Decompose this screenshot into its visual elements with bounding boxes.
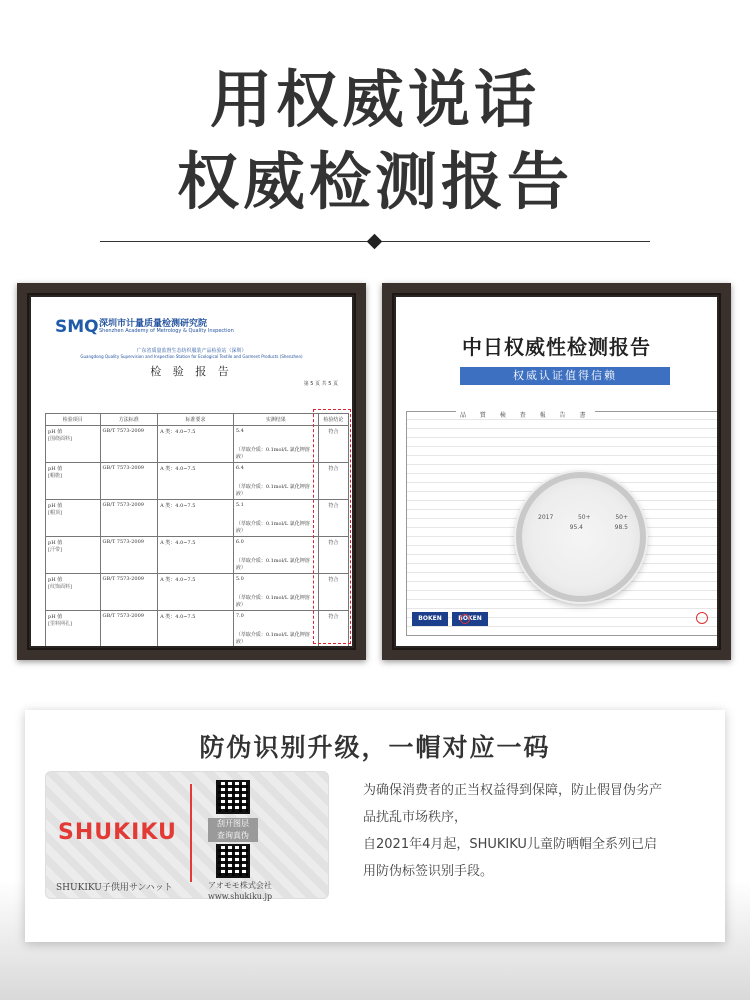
- smq-org-name: 深圳市计量质量检测研究院: [99, 319, 208, 329]
- scratch-panel: [208, 818, 258, 842]
- cell-item: [46, 537, 101, 574]
- conclusion-highlight-box: [313, 409, 351, 644]
- result-note: （萃取介质：0.1mol/L 氯化钾溶液）: [235, 632, 310, 645]
- inspection-table: [45, 413, 349, 646]
- cell-result: [233, 426, 318, 463]
- cell-conclusion: 符合: [318, 500, 348, 537]
- item-part: [帽檐]: [48, 473, 62, 479]
- left-report-paper: [31, 297, 352, 646]
- anti-counterfeit-description: [363, 777, 713, 885]
- label-separator: [190, 784, 192, 882]
- item-part: [纹饰面料]: [48, 584, 72, 590]
- cell-item: [46, 574, 101, 611]
- description-line: 为确保消费者的正当权益得到保障，防止假冒伪劣产: [363, 783, 663, 798]
- cell-conclusion: 符合: [318, 463, 348, 500]
- left-report-header: [31, 297, 352, 394]
- result-note: （萃取介质：0.1mol/L 氯化钾溶液）: [235, 521, 310, 534]
- cell-requirement: A 类：4.0~7.5: [158, 611, 234, 647]
- table-header: 实测结果: [233, 414, 318, 426]
- smq-logo: SMQ: [55, 317, 99, 337]
- lens-cell: 50+: [615, 514, 628, 521]
- item-name: pH 值: [48, 540, 63, 546]
- item-part: [围绕面料]: [48, 436, 72, 442]
- cell-conclusion: 符合: [318, 611, 348, 647]
- boken-logo: BOKEN: [452, 612, 488, 626]
- lens-row: [538, 514, 628, 521]
- red-stamp-icon: [460, 614, 470, 624]
- headline-line-1: 用权威说话: [209, 63, 540, 136]
- table-row: [46, 537, 349, 574]
- lens-cell: 98.5: [614, 524, 628, 531]
- result-note: （萃取介质：0.1mol/L 氯化钾溶液）: [235, 447, 310, 460]
- org-line: 广东省质量监督生态纺织服装产品检验站（深圳）: [136, 348, 247, 354]
- anti-counterfeit-card: [25, 710, 725, 942]
- table-header: 方法标准: [100, 414, 158, 426]
- cell-conclusion: 符合: [318, 574, 348, 611]
- result-value: 5.4: [235, 428, 244, 434]
- description-line: 自2021年4月起，SHUKIKU儿童防晒帽全系列已启: [363, 837, 657, 852]
- cell-item: [46, 611, 101, 647]
- red-stamp-icon: [696, 612, 708, 624]
- table-row: [46, 463, 349, 500]
- item-name: pH 值: [48, 429, 63, 435]
- table-header: 检验项目: [46, 414, 101, 426]
- item-name: pH 值: [48, 503, 63, 509]
- company-website: www.shukiku.jp: [208, 892, 273, 901]
- lens-cell: 50+: [577, 514, 591, 521]
- boken-logo: BOKEN: [412, 612, 448, 626]
- headline-line-2: 权威检测报告: [176, 145, 573, 218]
- item-part: [汗带]: [48, 547, 62, 553]
- cell-method: GB/T 7573-2009: [100, 611, 158, 647]
- table-header: 标准要求: [158, 414, 234, 426]
- description-line: 用防伪标签识别手段。: [363, 864, 494, 879]
- cell-requirement: A 类：4.0~7.5: [158, 574, 234, 611]
- cell-requirement: A 类：4.0~7.5: [158, 500, 234, 537]
- cell-item: [46, 500, 101, 537]
- item-part: [帽顶]: [48, 510, 62, 516]
- item-part: [里料网孔]: [48, 621, 72, 627]
- cell-method: GB/T 7573-2009: [100, 463, 158, 500]
- lens-cell: 95.4: [569, 524, 583, 531]
- org-line-en: Guangdong Quality Supervision and Inspection Station for Ecological Textile and Garment Products (Shenzhen): [80, 354, 303, 359]
- anti-counterfeit-label: [45, 771, 329, 899]
- result-value: 7.0: [235, 613, 244, 619]
- divider-diamond-icon: [367, 234, 383, 250]
- cell-method: GB/T 7573-2009: [100, 426, 158, 463]
- item-name: pH 值: [48, 577, 63, 583]
- smq-org-name-en: Shenzhen Academy of Metrology & Quality Inspection: [99, 328, 234, 334]
- right-report-title: 中日权威性检测报告: [462, 335, 651, 359]
- table-header-row: [46, 414, 349, 426]
- cell-result: [233, 574, 318, 611]
- left-report-frame: [17, 283, 366, 660]
- right-report-paper: [396, 297, 717, 646]
- japanese-form-title: 品 質 検 査 報 告 書: [456, 410, 595, 419]
- cell-method: GB/T 7573-2009: [100, 500, 158, 537]
- anti-counterfeit-title: 防伪识别升级，一帽对应一码: [199, 733, 551, 762]
- description-line: 品扰乱市场秩序，: [363, 810, 468, 825]
- lens-row: [538, 524, 628, 531]
- table-row: [46, 611, 349, 647]
- cell-result: [233, 500, 318, 537]
- cell-result: [233, 463, 318, 500]
- cell-item: [46, 463, 101, 500]
- result-value: 5.0: [235, 576, 244, 582]
- table-row: [46, 500, 349, 537]
- shukiku-logo: SHUKIKU: [58, 820, 177, 845]
- cell-requirement: A 类：4.0~7.5: [158, 426, 234, 463]
- table-header: 检验结论: [318, 414, 348, 426]
- right-report-frame: [382, 283, 731, 660]
- scratch-text: 刮开图层 查询真伪: [217, 819, 249, 840]
- cell-conclusion: 符合: [318, 537, 348, 574]
- result-value: 6.0: [235, 539, 244, 545]
- cell-method: GB/T 7573-2009: [100, 537, 158, 574]
- cell-result: [233, 537, 318, 574]
- item-name: pH 值: [48, 466, 63, 472]
- result-note: （萃取介质：0.1mol/L 氯化钾溶液）: [235, 558, 310, 571]
- result-note: （萃取介质：0.1mol/L 氯化钾溶液）: [235, 595, 310, 608]
- table-row: [46, 574, 349, 611]
- lens-cell: 2017: [538, 514, 554, 521]
- cell-conclusion: 符合: [318, 426, 348, 463]
- trust-badge: 权威认证值得信赖: [460, 367, 670, 385]
- inspection-table-wrap: [45, 413, 349, 646]
- magnifier-lens-icon: [516, 472, 646, 602]
- cell-item: [46, 426, 101, 463]
- qr-code-icon: [216, 844, 250, 878]
- result-note: （萃取介质：0.1mol/L 氯化钾溶液）: [235, 484, 310, 497]
- company-name: アオモモ株式会社: [208, 881, 272, 890]
- item-name: pH 值: [48, 614, 63, 620]
- cell-requirement: A 类：4.0~7.5: [158, 537, 234, 574]
- page-number: 第 5 页 共 5 页: [303, 381, 338, 387]
- cell-requirement: A 类：4.0~7.5: [158, 463, 234, 500]
- qr-code-icon: [216, 780, 250, 814]
- table-row: [46, 426, 349, 463]
- result-value: 6.4: [235, 465, 244, 471]
- brand-subtitle: SHUKIKU子供用サンハット: [56, 883, 173, 893]
- cell-method: GB/T 7573-2009: [100, 574, 158, 611]
- result-value: 5.1: [235, 502, 244, 508]
- cell-result: [233, 611, 318, 647]
- report-title: 检 验 报 告: [150, 365, 233, 378]
